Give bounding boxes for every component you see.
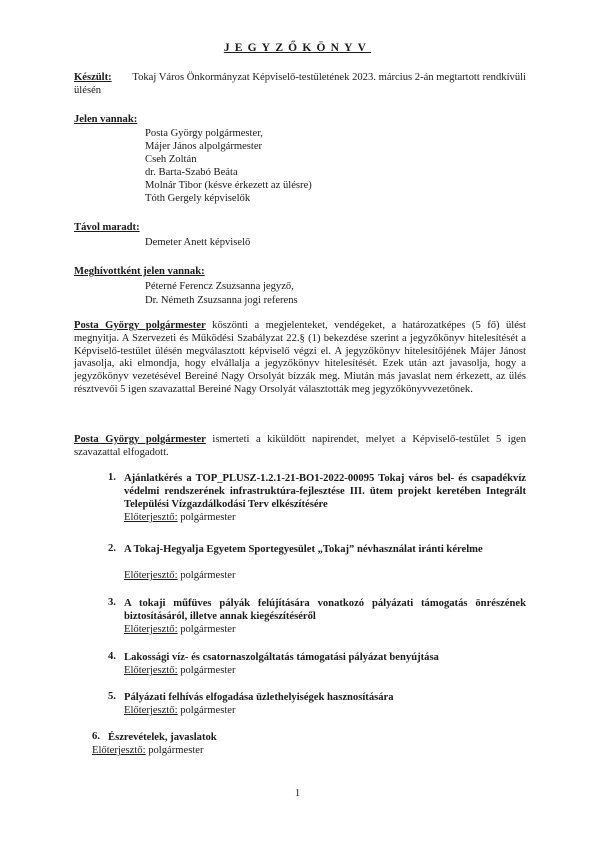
presenter-label: Előterjesztő: — [124, 570, 178, 581]
keszult-text: Tokaj Város Önkormányzat Képviselő-testületének 2023. március 2-án megtartott rendkívüli ülésén — [74, 72, 526, 96]
meghivott-label: Meghívottként jelen vannak: — [74, 266, 205, 277]
jelen-label: Jelen vannak: — [74, 114, 138, 125]
presenter-label: Előterjesztő: — [124, 665, 178, 676]
document-title: JEGYZŐKÖNYV — [223, 42, 372, 54]
presenter-label: Előterjesztő: — [124, 624, 178, 635]
presenter-name: polgármester — [177, 512, 236, 523]
agenda-presenter — [124, 570, 236, 581]
paragraph-text: ismerteti a kiküldött napirendet, melyet a Képviselő-testület 5 igen szavazattal elfogadott. — [74, 434, 526, 458]
presenter-label: Előterjesztő: — [124, 512, 178, 523]
presenter-name: polgármester — [177, 624, 236, 635]
jelen-name: dr. Barta-Szabó Beáta — [145, 167, 238, 178]
presenter-name: polgármester — [177, 570, 236, 581]
jelen-name: Tóth Gergely képviselők — [145, 193, 251, 204]
agenda-presenter — [124, 512, 236, 523]
agenda-title: A tokaji műfüves pályák felújítására vonatkozó pályázati támogatás önrészének biztosításáról, illetve annak kiegészítéséről — [124, 598, 526, 622]
agenda-title: Lakossági víz- és csatornaszolgáltatás támogatási pályázat benyújtása — [124, 652, 439, 663]
opening-paragraph — [74, 320, 526, 397]
presenter-label: Előterjesztő: — [124, 705, 178, 716]
presenter-name: polgármester — [145, 745, 204, 756]
agenda-number: 4. — [108, 651, 116, 662]
agenda-title: Észrevételek, javaslatok — [108, 732, 217, 743]
keszult-section — [74, 72, 526, 98]
presenter-label: Előterjesztő: — [92, 745, 146, 756]
speaker-name: Posta György polgármester — [74, 320, 206, 331]
presenter-name: polgármester — [177, 705, 236, 716]
agenda-number: 2. — [108, 543, 116, 554]
agenda-presenter — [124, 665, 236, 676]
page-number: 1 — [294, 788, 301, 799]
agenda-number: 6. — [92, 731, 100, 742]
jelen-name: Cseh Zoltán — [145, 154, 197, 165]
agenda-number: 3. — [108, 597, 116, 608]
agenda-number: 5. — [108, 691, 116, 702]
agenda-number: 1. — [108, 472, 116, 483]
agenda-presenter — [124, 624, 236, 635]
agenda-title: A Tokaj-Hegyalja Egyetem Sportegyesület „Tokaj” névhasználat iránti kérelme — [124, 544, 483, 555]
jelen-name: Molnár Tibor (késve érkezett az ülésre) — [145, 180, 312, 191]
paragraph-text: köszönti a megjelenteket, vendégeket, a határozatképes (5 fő) ülést megnyitja. A Szervezeti és Működési Szabályzat 22.§ (1) bekezdése szerint a jegyzőkönyv hitelesítését a Képviselő-testület ülésén megválasztott képviselő végzi el. A jegyzőkönyv hitelesítőjének Májer Jánost javasolja, aki elmondja, hogy elvállalja a jegyzőkönyv hitelesítését. Ezek után azt javasolja, hogy a jegyzőkönyv vezetésével Bereiné Nagy Orsolyát bízzák meg. Miután más javaslat nem érkezett, az ülés résztvevői 5 igen szavazattal Bereiné Nagy Orsolyát választották meg jegyzőkönyvvezetőnek. — [74, 320, 526, 395]
jelen-name: Májer János alpolgármester — [145, 141, 263, 152]
agenda-intro-paragraph — [74, 434, 526, 460]
tavol-name: Demeter Anett képviselő — [145, 237, 251, 248]
meghivott-name: Péterné Ferencz Zsuzsanna jegyző, — [145, 281, 294, 292]
tavol-label: Távol maradt: — [74, 222, 140, 233]
agenda-presenter — [124, 705, 236, 716]
meghivott-name: Dr. Németh Zsuzsanna jogi referens — [145, 295, 298, 306]
agenda-presenter — [92, 745, 204, 756]
agenda-title: Pályázati felhívás elfogadása üzlethelyiségek hasznosítására — [124, 692, 394, 703]
speaker-name: Posta György polgármester — [74, 434, 206, 445]
jelen-name: Posta György polgármester, — [145, 128, 263, 139]
agenda-title: Ajánlatkérés a TOP_PLUSZ-1.2.1-21-BO1-2022-00095 Tokaj város bel- és csapadékvíz védelmi rendszerének infrastruktúra-fejlesztése III. ütem projekt keretében Integrált Települési Vízgazdálkodási Terv elkészítésére — [124, 473, 526, 510]
presenter-name: polgármester — [177, 665, 236, 676]
keszult-label: Készült: — [74, 72, 112, 83]
